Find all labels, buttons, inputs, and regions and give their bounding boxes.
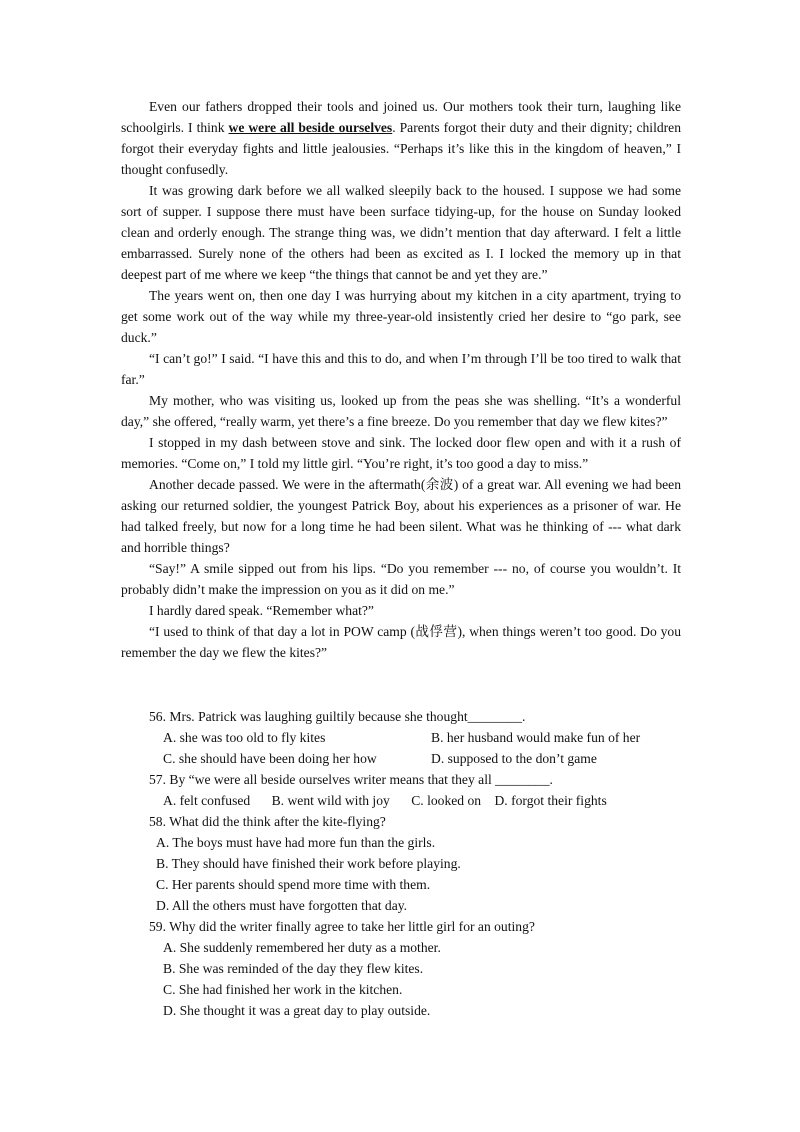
option-c[interactable]: C. she should have been doing her how <box>163 751 377 766</box>
question-57-options <box>121 790 681 811</box>
question-56-options <box>121 727 681 748</box>
question-56-options-2 <box>121 748 681 769</box>
passage-paragraph-7: Another decade passed. We were in the aftermath(余波) of a great war. All evening we had been asking our returned soldier, the youngest Patrick Boy, about his experiences as a prisoner of war. He had talked freely, but now for a long time he had been silent. What was he thinking of --- what dark and horrible things? <box>121 477 681 555</box>
option-b[interactable]: B. They should have finished their work before playing. <box>156 856 461 871</box>
passage-paragraph-4: “I can’t go!” I said. “I have this and this to do, and when I’m through I’ll be too tired to walk that far.” <box>121 351 681 387</box>
question-56: 56. Mrs. Patrick was laughing guiltily because she thought________. <box>149 709 526 724</box>
question-57: 57. By “we were all beside ourselves writer means that they all ________. <box>149 772 553 787</box>
option-d[interactable]: D. forgot their fights <box>494 793 607 808</box>
passage-paragraph-6: I stopped in my dash between stove and sink. The locked door flew open and with it a rush of memories. “Come on,” I told my little girl. “You’re right, it’s too good a day to miss.” <box>121 435 681 471</box>
underlined-phrase: we were all beside ourselves <box>228 120 393 135</box>
passage-paragraph-3: The years went on, then one day I was hurrying about my kitchen in a city apartment, trying to get some work out of the way while my three-year-old insistently cried her desire to “go park, see duck.” <box>121 288 681 345</box>
question-list <box>121 706 681 1021</box>
option-b[interactable]: B. She was reminded of the day they flew kites. <box>163 961 424 976</box>
option-b[interactable]: B. her husband would make fun of her <box>431 730 641 745</box>
option-c[interactable]: C. She had finished her work in the kitchen. <box>163 982 403 997</box>
passage-paragraph-2: It was growing dark before we all walked sleepily back to the housed. I suppose we had some sort of supper. I suppose there must have been surface tidying-up, for the house on Sunday looked clean and orderly enough. The strange thing was, we didn’t mention that day afterward. I felt a little embarrassed. Surely none of the others had been as excited as I. I locked the memory up in that deepest part of me where we keep “the things that cannot be and yet they are.” <box>121 183 681 282</box>
option-a[interactable]: A. The boys must have had more fun than the girls. <box>156 835 436 850</box>
passage-paragraph-8: “Say!” A smile sipped out from his lips. “Do you remember --- no, of course you wouldn’t. It probably didn’t make the impression on you as it did on me.” <box>121 561 681 597</box>
question-59: 59. Why did the writer finally agree to take her little girl for an outing? <box>149 919 535 934</box>
option-d[interactable]: D. She thought it was a great day to play outside. <box>163 1003 431 1018</box>
reading-passage <box>121 96 681 663</box>
option-c[interactable]: C. looked on <box>411 793 482 808</box>
option-c[interactable]: C. Her parents should spend more time with them. <box>156 877 431 892</box>
option-a[interactable]: A. felt confused <box>163 793 251 808</box>
question-58: 58. What did the think after the kite-flying? <box>149 814 386 829</box>
option-d[interactable]: D. supposed to the don’t game <box>431 751 597 766</box>
option-b[interactable]: B. went wild with joy <box>271 793 390 808</box>
passage-paragraph-5: My mother, who was visiting us, looked up from the peas she was shelling. “It’s a wonderful day,” she offered, “really warm, yet there’s a fine breeze. Do you remember that day we flew kites?” <box>121 393 681 429</box>
passage-paragraph-9: I hardly dared speak. “Remember what?” <box>149 603 374 618</box>
option-a[interactable]: A. she was too old to fly kites <box>163 730 326 745</box>
option-a[interactable]: A. She suddenly remembered her duty as a mother. <box>163 940 441 955</box>
passage-paragraph-10: “I used to think of that day a lot in POW camp (战俘营), when things weren’t too good. Do you remember the day we flew the kites?” <box>121 624 681 660</box>
option-d[interactable]: D. All the others must have forgotten that day. <box>156 898 408 913</box>
passage-paragraph-1: Even our fathers dropped their tools and joined us. Our mothers took their turn, laughing like schoolgirls. I think we were all beside ourselves. Parents forgot their duty and their dignity; children forgot their everyday fights and little jealousies. “Perhaps it’s like this in the kingdom of heaven,” I thought confusedly. <box>121 99 682 177</box>
